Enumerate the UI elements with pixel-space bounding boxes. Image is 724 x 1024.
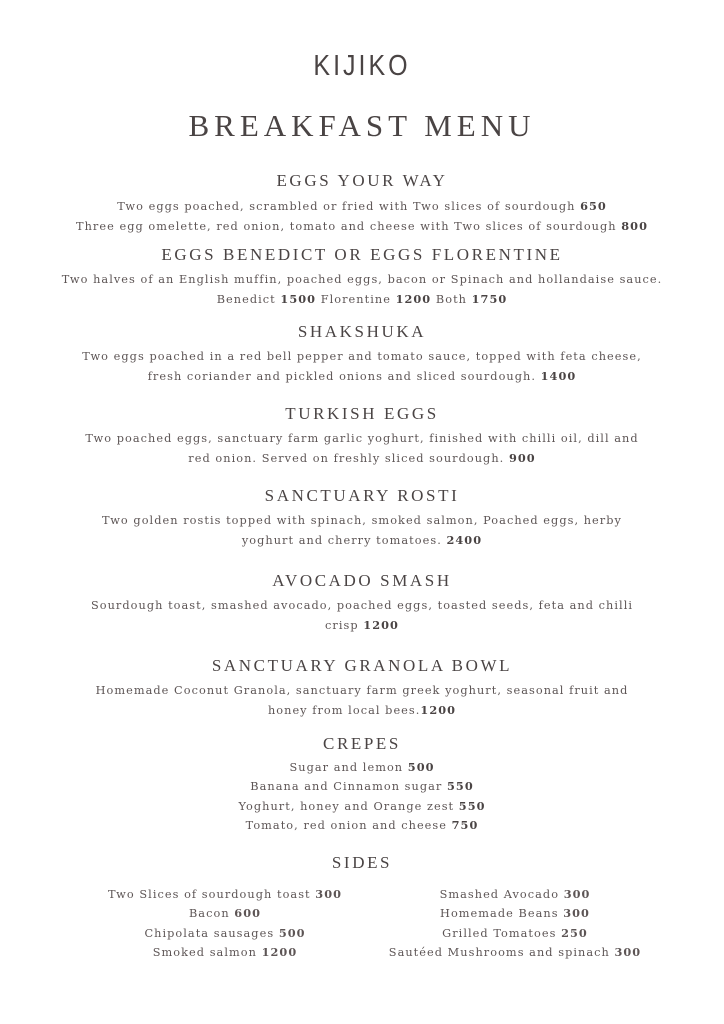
- description-line: Three egg omelette, red onion, tomato and cheese with Two slices of sourdough 800: [75, 218, 648, 233]
- price: 550: [447, 779, 474, 794]
- price: 300: [614, 944, 642, 959]
- list-item: Smoked salmon 1200: [152, 944, 298, 959]
- description-line: Two golden rostis topped with spinach, smoked salmon, Poached eggs, herby: [102, 514, 622, 527]
- menu-section-turkish-eggs: [0, 403, 724, 468]
- sides-column-left: [60, 885, 390, 962]
- price: 750: [451, 817, 479, 832]
- section-description: [0, 682, 724, 720]
- menu-section-crepes: [0, 733, 724, 835]
- description-line: Two poached eggs, sanctuary farm garlic yoghurt, finished with chilli oil, dill and: [85, 432, 639, 445]
- menu-section-sides: [0, 852, 724, 874]
- description-line: Two eggs poached, scrambled or fried with Two slices of sourdough 650: [117, 199, 607, 213]
- price: 1500: [280, 291, 317, 306]
- description-line: red onion. Served on freshly sliced sourdough. 900: [188, 450, 536, 465]
- price: 550: [458, 798, 486, 813]
- section-heading: SIDES: [331, 853, 393, 872]
- section-heading: CREPES: [323, 734, 401, 753]
- price: 600: [234, 906, 262, 921]
- section-heading: AVOCADO SMASH: [272, 571, 452, 590]
- brand-logo: [0, 49, 724, 83]
- list-item: Grilled Tomatoes 250: [442, 925, 588, 940]
- section-heading: SANCTUARY GRANOLA BOWL: [211, 656, 513, 675]
- price: 1200: [420, 702, 457, 717]
- crepes-list: [0, 758, 724, 835]
- price: 1200: [363, 617, 399, 632]
- description-line: Two eggs poached in a red bell pepper and tomato sauce, topped with feta cheese,: [82, 350, 642, 363]
- list-item: Sugar and lemon 500: [289, 760, 435, 774]
- section-description: [0, 348, 724, 386]
- description-line: Two halves of an English muffin, poached eggs, bacon or Spinach and hollandaise sauce.: [61, 273, 663, 286]
- section-heading: EGGS BENEDICT OR EGGS FLORENTINE: [161, 245, 563, 264]
- price: 1750: [471, 291, 508, 306]
- price: 1200: [261, 944, 298, 959]
- price: 300: [315, 887, 343, 901]
- price: 650: [580, 199, 607, 213]
- section-heading: TURKISH EGGS: [285, 404, 439, 423]
- section-description: [0, 430, 724, 468]
- price: 500: [278, 925, 306, 940]
- menu-section-shakshuka: [0, 321, 724, 386]
- price: 1400: [540, 368, 577, 383]
- price: 800: [621, 218, 648, 233]
- section-heading: EGGS YOUR WAY: [276, 171, 448, 190]
- description-line: crisp 1200: [325, 617, 399, 632]
- list-item: Yoghurt, honey and Orange zest 550: [238, 798, 486, 813]
- section-description: [0, 512, 724, 550]
- section-heading: SANCTUARY ROSTI: [264, 486, 460, 505]
- price: 300: [563, 887, 591, 901]
- list-item: Smashed Avocado 300: [439, 887, 591, 901]
- list-item: Homemade Beans 300: [440, 906, 590, 921]
- description-line: Homemade Coconut Granola, sanctuary farm greek yoghurt, seasonal fruit and: [95, 684, 629, 697]
- list-item: Chipolata sausages 500: [144, 925, 306, 940]
- menu-section-eggs-your-way: [0, 170, 724, 236]
- description-line: yoghurt and cherry tomatoes. 2400: [241, 532, 483, 547]
- page-title: BREAKFAST MENU: [188, 108, 536, 143]
- menu-section-avocado-smash: [0, 570, 724, 635]
- section-heading: SHAKSHUKA: [297, 322, 427, 341]
- list-item: Tomato, red onion and cheese 750: [245, 817, 479, 832]
- price: 2400: [446, 532, 483, 547]
- section-description: [0, 271, 724, 309]
- brand-logo-text: KIJIKO: [313, 49, 411, 83]
- price: 300: [563, 906, 590, 921]
- menu-section-eggs-benedict: [0, 244, 724, 309]
- description-line: Sourdough toast, smashed avocado, poached eggs, toasted seeds, feta and chilli: [90, 599, 634, 612]
- section-description: [0, 197, 724, 236]
- price: 500: [407, 760, 435, 774]
- price: 250: [561, 925, 588, 940]
- menu-section-sanctuary-rosti: [0, 485, 724, 550]
- price: 1200: [395, 291, 432, 306]
- price: 900: [508, 450, 536, 465]
- menu-section-granola-bowl: [0, 655, 724, 720]
- description-line: honey from local bees.1200: [267, 702, 457, 717]
- list-item: Bacon 600: [188, 906, 262, 921]
- sides-column-right: [365, 885, 665, 962]
- list-item: Sautéed Mushrooms and spinach 300: [388, 944, 642, 959]
- list-item: Two Slices of sourdough toast 300: [107, 887, 343, 901]
- section-description: [0, 597, 724, 635]
- description-line: fresh coriander and pickled onions and sliced sourdough. 1400: [147, 368, 577, 383]
- list-item: Banana and Cinnamon sugar 550: [250, 779, 474, 794]
- description-line: Benedict 1500 Florentine 1200 Both 1750: [216, 291, 508, 306]
